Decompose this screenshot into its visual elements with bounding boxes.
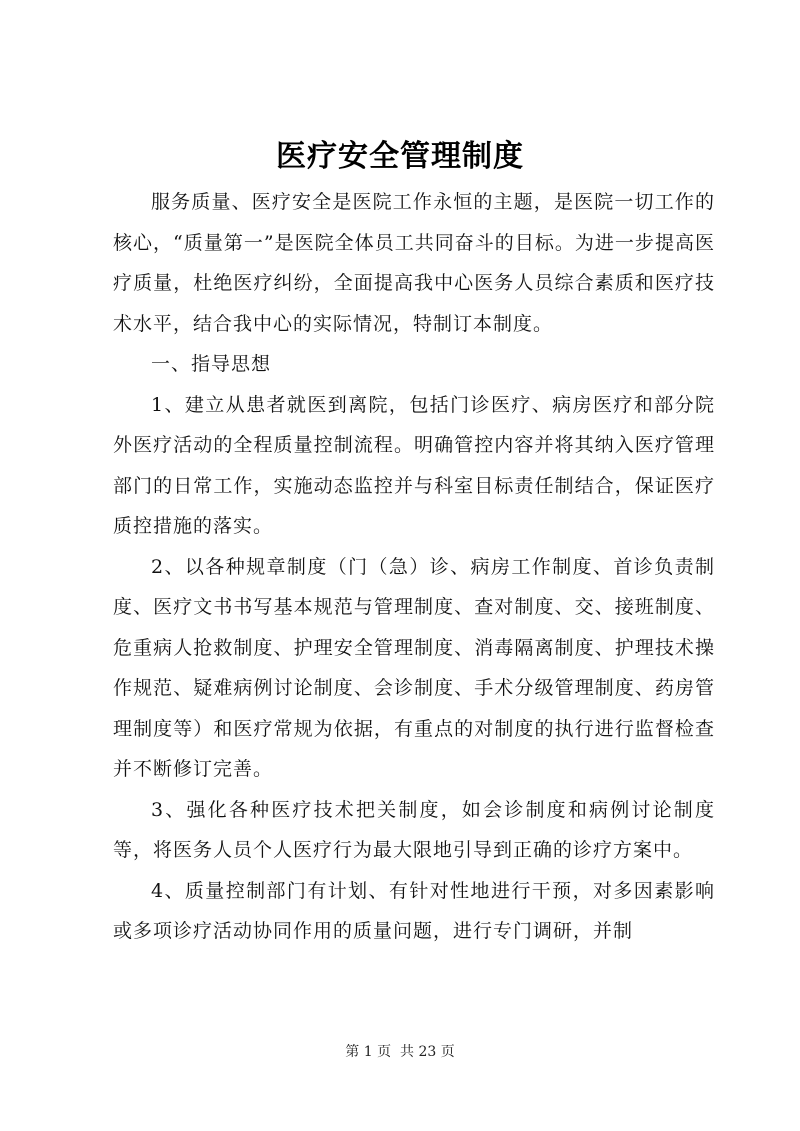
section-heading: 一、指导思想 — [151, 353, 272, 375]
item-paragraph-1: 1、建立从患者就医到离院，包括门诊医疗、病房医疗和部分院外医疗活动的全程质量控制流程。明确管控内容并将其纳入医疗管理部门的日常工作，实施动态监控并与科室目标责任制结合，保证医疗质控措施的落实。 — [113, 393, 715, 537]
item-paragraph-3: 3、强化各种医疗技术把关制度，如会诊制度和病例讨论制度等，将医务人员个人医疗行为最大限地引导到正确的诊疗方案中。 — [113, 798, 715, 861]
item-paragraph-4: 4、质量控制部门有计划、有针对性地进行干预，对多因素影响或多项诊疗活动协同作用的质量问题，进行专门调研，并制 — [113, 879, 715, 942]
document-body — [113, 182, 715, 952]
item-paragraph-2: 2、以各种规章制度（门（急）诊、病房工作制度、首诊负责制度、医疗文书书写基本规范与管理制度、查对制度、交、接班制度、危重病人抢救制度、护理安全管理制度、消毒隔离制度、护理技术操作规范、疑难病例讨论制度、会诊制度、手术分级管理制度、药房管理制度等）和医疗常规为依据，有重点的对制度的执行进行监督检查并不断修订完善。 — [113, 555, 715, 780]
intro-paragraph: 服务质量、医疗安全是医院工作永恒的主题，是医院一切工作的核心，“质量第一”是医院全体员工共同奋斗的目标。为进一步提高医疗质量，杜绝医疗纠纷，全面提高我中心医务人员综合素质和医疗技术水平，结合我中心的实际情况，特制订本制度。 — [113, 191, 715, 335]
document-title: 医疗安全管理制度 — [276, 139, 524, 174]
page-number-label: 第 1 页 共 23 页 — [345, 1044, 455, 1060]
page-footer — [0, 1042, 800, 1062]
